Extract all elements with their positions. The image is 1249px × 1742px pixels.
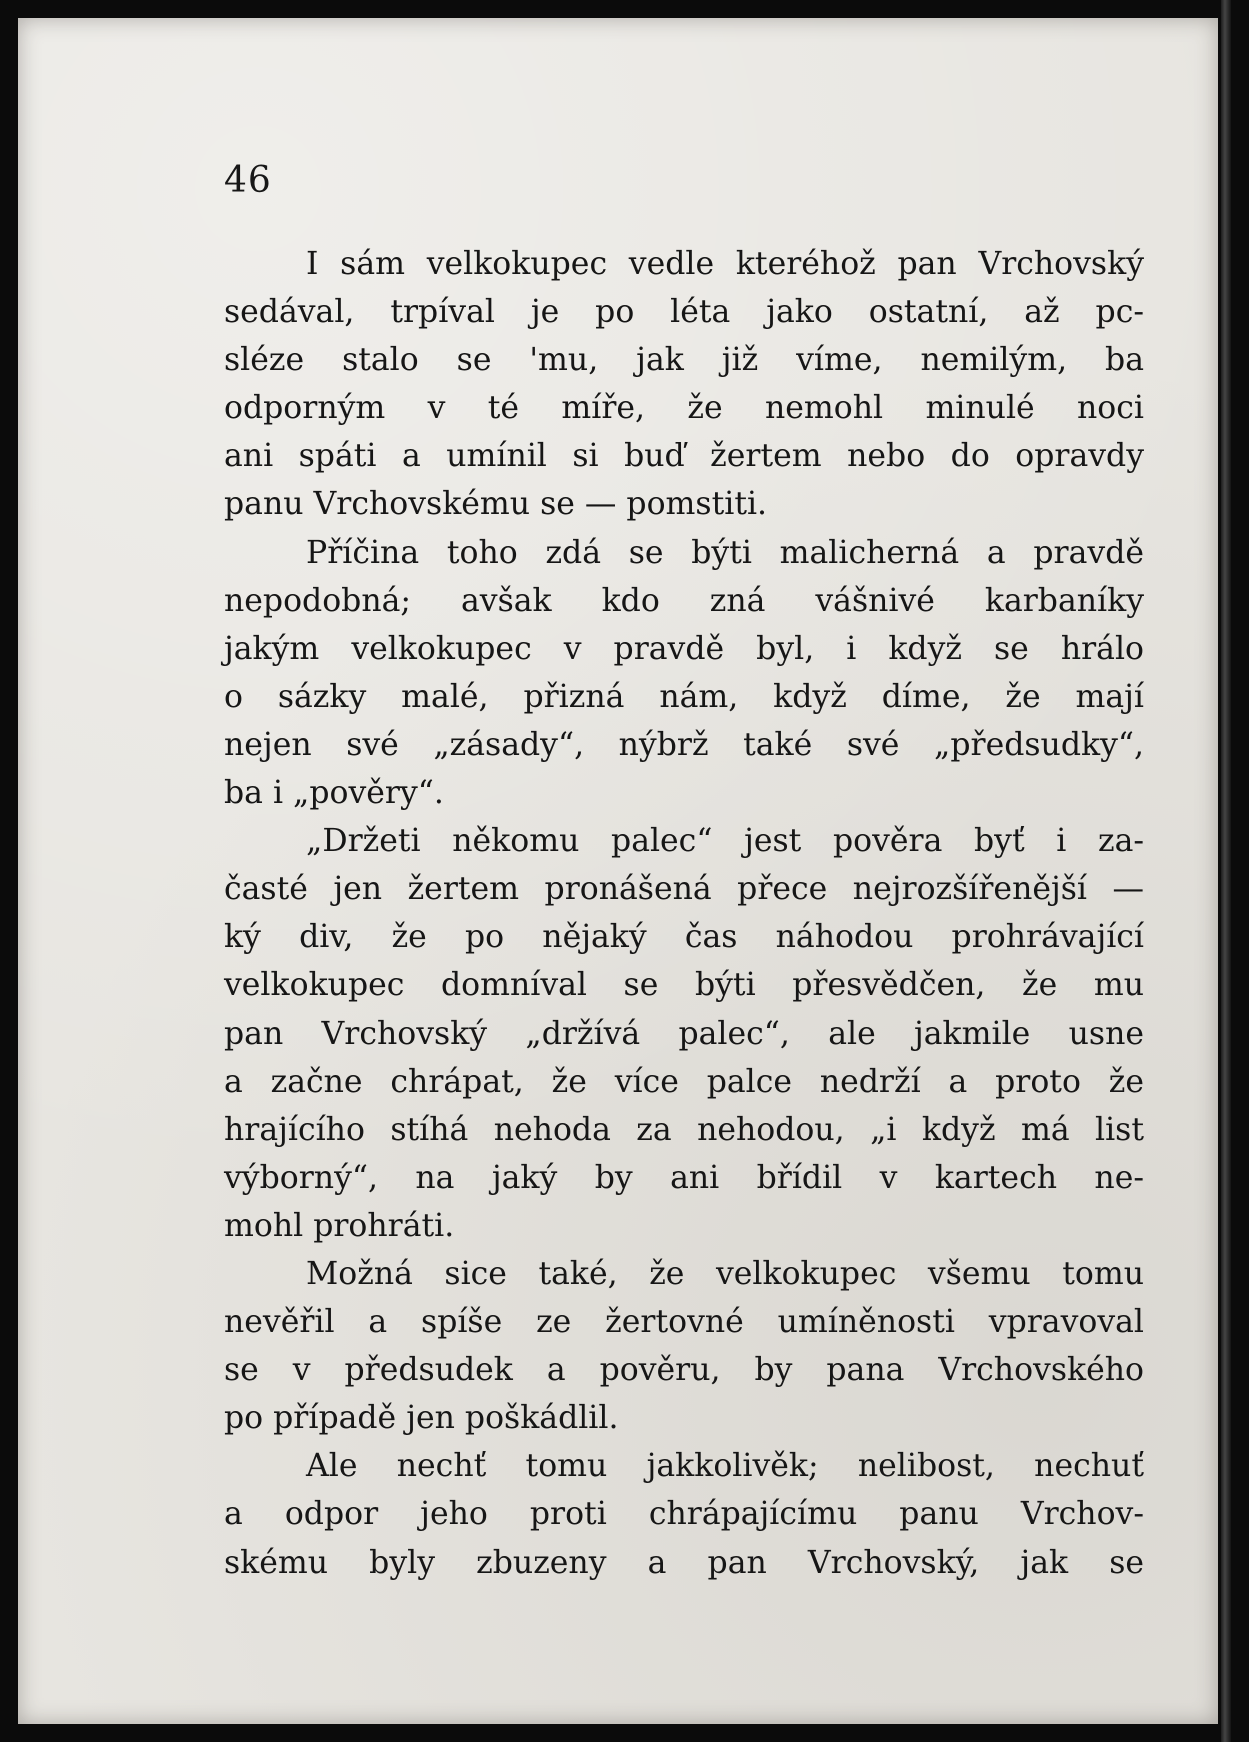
page-number: 46 [224,160,272,201]
text-line: odporným v té míře, že nemohl minulé noci [224,390,1144,427]
text-line: a začne chrápat, že více palce nedrží a proto že [224,1063,1144,1100]
text-line: Ale nechť tomu jakkolivěk; nelibost, nechuť [306,1448,1144,1485]
text-line: velkokupec domníval se býti přesvědčen, že mu [224,967,1144,1004]
text-line: ba i „pověry“. [224,775,444,812]
text-line: „Držeti někomu palec“ jest pověra byť i za- [306,823,1144,860]
text-line: hrajícího stíhá nehoda za nehodou, „i když má list [224,1111,1144,1148]
text-line: výborný“, na jaký by ani břídil v kartech ne- [224,1159,1144,1196]
text-line: časté jen žertem pronášená přece nejrozšířenější — [224,871,1144,908]
text-line: jakým velkokupec v pravdě byl, i když se hrálo [224,630,1144,667]
text-line: sléze stalo se 'mu, jak již víme, nemilým, ba [224,342,1144,379]
text-line: po případě jen poškádlil. [224,1400,619,1437]
text-line: nejen své „zásady“, nýbrž také své „předsudky“, [224,726,1144,763]
text-line: nevěřil a spíše ze žertovné umíněnosti vpravoval [224,1304,1144,1341]
text-line: Příčina toho zdá se býti malicherná a pravdě [306,534,1144,571]
text-line: I sám velkokupec vedle kteréhož pan Vrchovský [306,246,1144,282]
text-line: pan Vrchovský „držívá palec“, ale jakmile usne [224,1015,1144,1052]
text-line: panu Vrchovskému se — pomstiti. [224,486,768,523]
text-line: ký div, že po nějaký čas náhodou prohrávající [224,919,1144,956]
text-line: a odpor jeho proti chrápajícímu panu Vrchov- [224,1496,1144,1533]
text-line: ani spáti a umínil si buď žertem nebo do opravdy [224,438,1144,475]
text-line: sedával, trpíval je po léta jako ostatní, až pc- [224,294,1144,331]
text-line: mohl prohráti. [224,1207,455,1244]
text-line: Možná sice také, že velkokupec všemu tomu [306,1255,1144,1292]
binding-edge [1221,0,1231,1742]
text-line: o sázky malé, přizná nám, když díme, že mají [224,678,1144,715]
text-line: se v předsudek a pověru, by pana Vrchovského [224,1352,1144,1389]
body-text [224,240,1144,1587]
text-line: nepodobná; avšak kdo zná vášnivé karbaníky [224,582,1144,619]
text-line: skému byly zbuzeny a pan Vrchovský, jak se [224,1544,1144,1581]
